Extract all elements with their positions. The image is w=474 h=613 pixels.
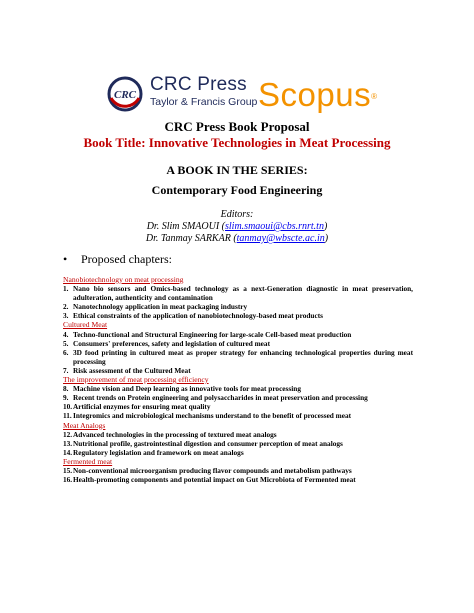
chapter-item xyxy=(63,348,413,366)
chapter-number: 16. xyxy=(63,475,73,485)
editor-2-close: ) xyxy=(324,233,329,244)
editor-2-name: Dr. Tanmay SARKAR ( xyxy=(145,233,237,244)
proposed-chapters-label: Proposed chapters: xyxy=(81,252,172,266)
chapter-number: 7. xyxy=(63,365,69,375)
chapter-item xyxy=(63,466,413,475)
chapter-number: 2. xyxy=(63,302,69,312)
chapter-list xyxy=(63,275,413,484)
chapter-item xyxy=(63,402,413,411)
chapter-item xyxy=(63,311,413,320)
chapter-item xyxy=(63,330,413,339)
registered-mark: ® xyxy=(371,92,378,101)
chapter-title: Nano bio sensors and Omics-based technology as a next-Generation diagnostic in meat preservation, adulteration, authenticity and contamination xyxy=(73,284,413,303)
chapter-item xyxy=(63,439,413,448)
chapter-item xyxy=(63,448,413,457)
proposal-heading: CRC Press Book Proposal xyxy=(164,119,310,134)
chapter-title: Non-conventional microorganism producing flavor compounds and metabolism pathways xyxy=(73,465,352,475)
crc-press-subtitle: Taylor & Francis Group xyxy=(150,96,258,108)
chapter-number: 5. xyxy=(63,338,69,348)
chapter-title: Consumers' preferences, safety and legislation of cultured meat xyxy=(73,338,270,348)
scopus-text: Scopus xyxy=(258,76,372,113)
chapter-number: 10. xyxy=(63,402,73,412)
section-heading: Fermented meat xyxy=(63,456,113,466)
chapter-number: 14. xyxy=(63,447,73,457)
editors-label: Editors: xyxy=(220,209,254,220)
chapter-item xyxy=(63,366,413,375)
section-heading: The improvement of meat processing efficiency xyxy=(63,375,209,385)
chapter-number: 6. xyxy=(63,347,69,357)
chapter-number: 12. xyxy=(63,429,73,439)
proposed-chapters-heading xyxy=(63,252,172,267)
chapter-title: Integromics and microbiological mechanisms understand to the benefit of processed meat xyxy=(73,411,352,421)
chapter-number: 11. xyxy=(63,411,72,421)
chapter-item xyxy=(63,475,413,484)
chapter-title: Techno-functional and Structural Engineering for large-scale Cell-based meat production xyxy=(73,329,352,339)
chapter-title: Risk assessment of the Cultured Meat xyxy=(73,365,191,375)
section-heading: Nanobiotechnology on meat processing xyxy=(63,275,184,284)
logo-row xyxy=(106,74,386,114)
editor-2-email-link[interactable]: tanmay@wbscte.ac.in xyxy=(236,233,325,244)
chapter-title: Recent trends on Protein engineering and polysaccharides in meat preservation and processing xyxy=(73,393,368,403)
chapter-item xyxy=(63,384,413,393)
chapter-item xyxy=(63,393,413,402)
chapter-number: 3. xyxy=(63,311,69,321)
series-name: Contemporary Food Engineering xyxy=(151,183,323,197)
chapter-title: 3D food printing in cultured meat as proper strategy for enhancing technological properties during meat processing xyxy=(73,347,413,366)
editor-1-email-link[interactable]: slim.smaoui@cbs.rnrt.tn xyxy=(225,221,324,232)
chapter-item xyxy=(63,411,413,420)
scopus-logo xyxy=(258,78,377,112)
editor-1-name: Dr. Slim SMAOUI ( xyxy=(146,221,226,232)
chapter-item xyxy=(63,284,413,302)
editor-1 xyxy=(0,221,474,232)
editor-1-close: ) xyxy=(323,221,328,232)
crc-press-name: CRC Press xyxy=(150,74,247,95)
crc-mark-text: CRC xyxy=(113,89,137,101)
chapter-title: Machine vision and Deep learning as innovative tools for meat processing xyxy=(73,384,301,394)
chapter-number: 8. xyxy=(63,384,69,394)
section-heading: Meat Analogs xyxy=(63,420,106,430)
chapter-title: Artificial enzymes for ensuring meat quality xyxy=(73,402,211,412)
chapter-item xyxy=(63,339,413,348)
chapter-number: 9. xyxy=(63,393,69,403)
chapter-title: Advanced technologies in the processing of textured meat analogs xyxy=(73,429,277,439)
chapter-item xyxy=(63,302,413,311)
chapter-title: Regulatory legislation and framework on meat analogs xyxy=(73,447,244,457)
section-heading: Cultured Meat xyxy=(63,320,108,330)
chapter-title: Nutritional profile, gastrointestinal digestion and consumer perception of meat analogs xyxy=(73,438,343,448)
chapter-title: Health-promoting components and potential impact on Gut Microbiota of Fermented meat xyxy=(73,475,356,485)
bullet-icon: • xyxy=(63,252,68,266)
book-title: Book Title: Innovative Technologies in Meat Processing xyxy=(83,135,391,150)
chapter-number: 1. xyxy=(63,284,69,294)
chapter-number: 4. xyxy=(63,329,69,339)
editor-2 xyxy=(0,233,474,244)
chapter-title: Nanotechnology application in meat packaging industry xyxy=(73,302,248,312)
chapter-number: 15. xyxy=(63,465,73,475)
series-heading: A BOOK IN THE SERIES: xyxy=(166,163,308,177)
chapter-number: 13. xyxy=(63,438,73,448)
chapter-item xyxy=(63,430,413,439)
chapter-title: Ethical constraints of the application of nanobiotechnology-based meat products xyxy=(73,311,324,321)
crc-press-logo-icon xyxy=(106,76,144,112)
